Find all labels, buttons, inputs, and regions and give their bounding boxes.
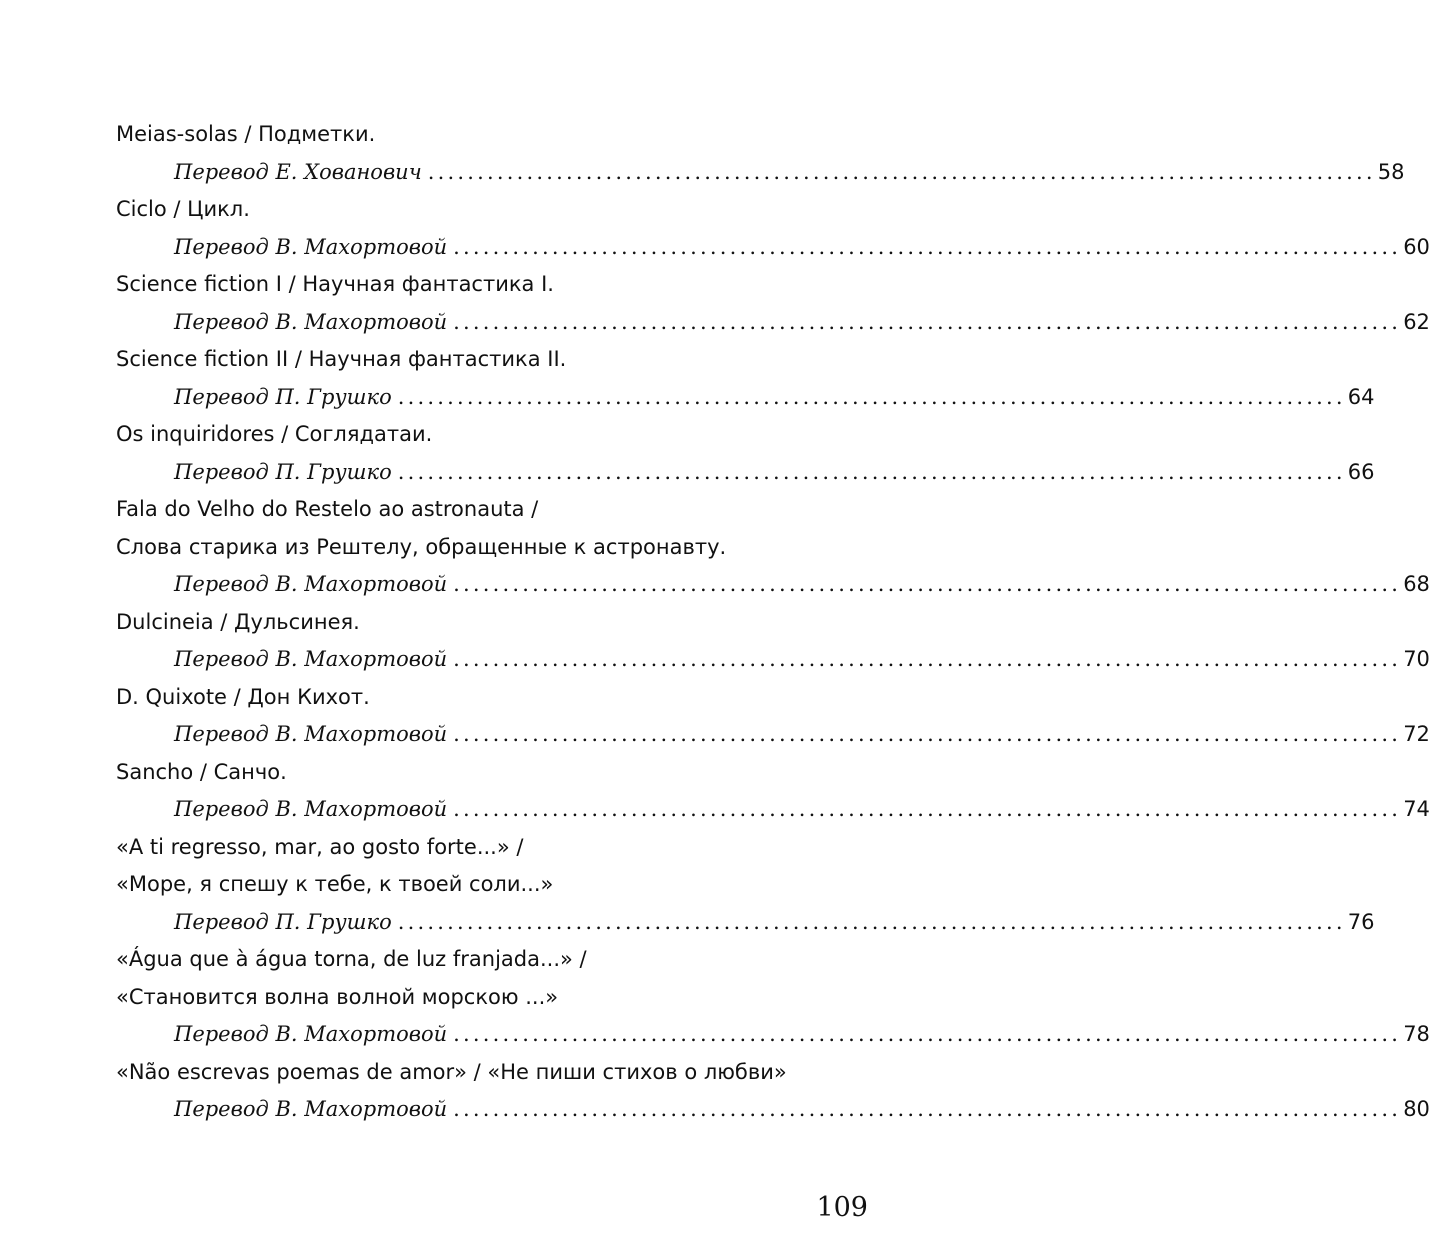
toc-title: «A ti regresso, mar, ao gosto forte...» / — [116, 834, 524, 859]
toc-title: Science fiction II / Научная фантастика II. — [116, 347, 567, 371]
toc-translator: Перевод П. Грушко — [174, 909, 392, 934]
toc-page-number: 72 — [1403, 722, 1430, 746]
toc-entry — [116, 904, 1375, 942]
dot-leader: ................................................................................................ — [427, 159, 1376, 184]
toc-title-translation: Слова старика из Рештелу, обращенные к астронавту. — [116, 534, 727, 559]
toc-entry — [116, 304, 1430, 342]
dot-leader: ................................................................................................ — [397, 459, 1346, 484]
toc-page-number: 78 — [1403, 1022, 1430, 1046]
toc-title: Sancho / Санчо. — [116, 759, 287, 784]
toc-page-number: 64 — [1347, 384, 1375, 409]
page-number: 109 — [816, 1192, 868, 1223]
toc-title: Science fiction I / Научная фантастика I. — [116, 272, 554, 296]
toc-title: Dulcineia / Дульсинея. — [116, 609, 360, 634]
toc-title: Os inquiridores / Соглядатаи. — [116, 422, 433, 446]
toc-entry — [116, 641, 1430, 679]
toc-page-number: 76 — [1347, 909, 1375, 934]
toc-entry — [116, 791, 1430, 829]
toc-page-number: 80 — [1403, 1097, 1430, 1121]
toc-translator: Перевод В. Махортовой — [174, 722, 448, 746]
dot-leader: ................................................................................................ — [453, 309, 1402, 334]
toc-translator: Перевод П. Грушко — [174, 384, 392, 409]
toc-title: D. Quixote / Дон Кихот. — [116, 684, 370, 709]
dot-leader: ................................................................................................ — [397, 909, 1346, 934]
toc-title: Fala do Velho do Restelo ao astronauta / — [116, 497, 539, 521]
toc-entry — [116, 566, 1430, 604]
toc-page-number: 62 — [1403, 309, 1430, 334]
dot-leader: ................................................................................................ — [453, 1097, 1402, 1121]
dot-leader: ................................................................................................ — [397, 384, 1346, 409]
dot-leader: ................................................................................................ — [453, 234, 1402, 259]
toc-translator: Перевод В. Махортовой — [174, 1022, 448, 1046]
toc-translator: Перевод В. Махортовой — [174, 572, 448, 596]
toc-translator: Перевод Е. Хованович — [174, 159, 422, 184]
toc-entry — [116, 454, 1375, 492]
toc-translator: Перевод В. Махортовой — [174, 234, 448, 259]
toc-translator: Перевод В. Махортовой — [174, 309, 448, 334]
toc-page-number: 70 — [1403, 647, 1430, 671]
toc-page-number: 74 — [1403, 797, 1430, 821]
dot-leader: ................................................................................................ — [453, 572, 1402, 596]
table-of-contents — [116, 116, 1430, 1129]
dot-leader: ................................................................................................ — [453, 722, 1402, 746]
toc-entry — [116, 716, 1430, 754]
dot-leader: ................................................................................................ — [453, 647, 1402, 671]
toc-entry — [116, 1091, 1430, 1129]
toc-title-translation: «Становится волна волной морскою ...» — [116, 984, 559, 1009]
toc-entry — [116, 229, 1430, 267]
toc-title: Meias-solas / Подметки. — [116, 122, 376, 146]
toc-title: Ciclo / Цикл. — [116, 197, 250, 221]
toc-translator: Перевод В. Махортовой — [174, 647, 448, 671]
toc-page-number: 66 — [1347, 459, 1375, 484]
toc-translator: Перевод В. Махортовой — [174, 1097, 448, 1121]
dot-leader: ................................................................................................ — [453, 797, 1402, 821]
toc-title: «Não escrevas poemas de amor» / «Не пиши стихов о любви» — [116, 1059, 787, 1084]
toc-page-number: 60 — [1403, 234, 1430, 259]
toc-title-translation: «Море, я спешу к тебе, к твоей соли...» — [116, 872, 554, 896]
toc-translator: Перевод В. Махортовой — [174, 797, 448, 821]
toc-entry — [116, 154, 1405, 192]
toc-page-number: 58 — [1377, 159, 1405, 184]
toc-entry — [116, 379, 1375, 417]
toc-translator: Перевод П. Грушко — [174, 459, 392, 484]
toc-page-number: 68 — [1403, 572, 1430, 596]
dot-leader: ................................................................................................ — [453, 1022, 1402, 1046]
toc-entry — [116, 1016, 1430, 1054]
toc-title: «Água que à água torna, de luz franjada...» / — [116, 947, 587, 971]
